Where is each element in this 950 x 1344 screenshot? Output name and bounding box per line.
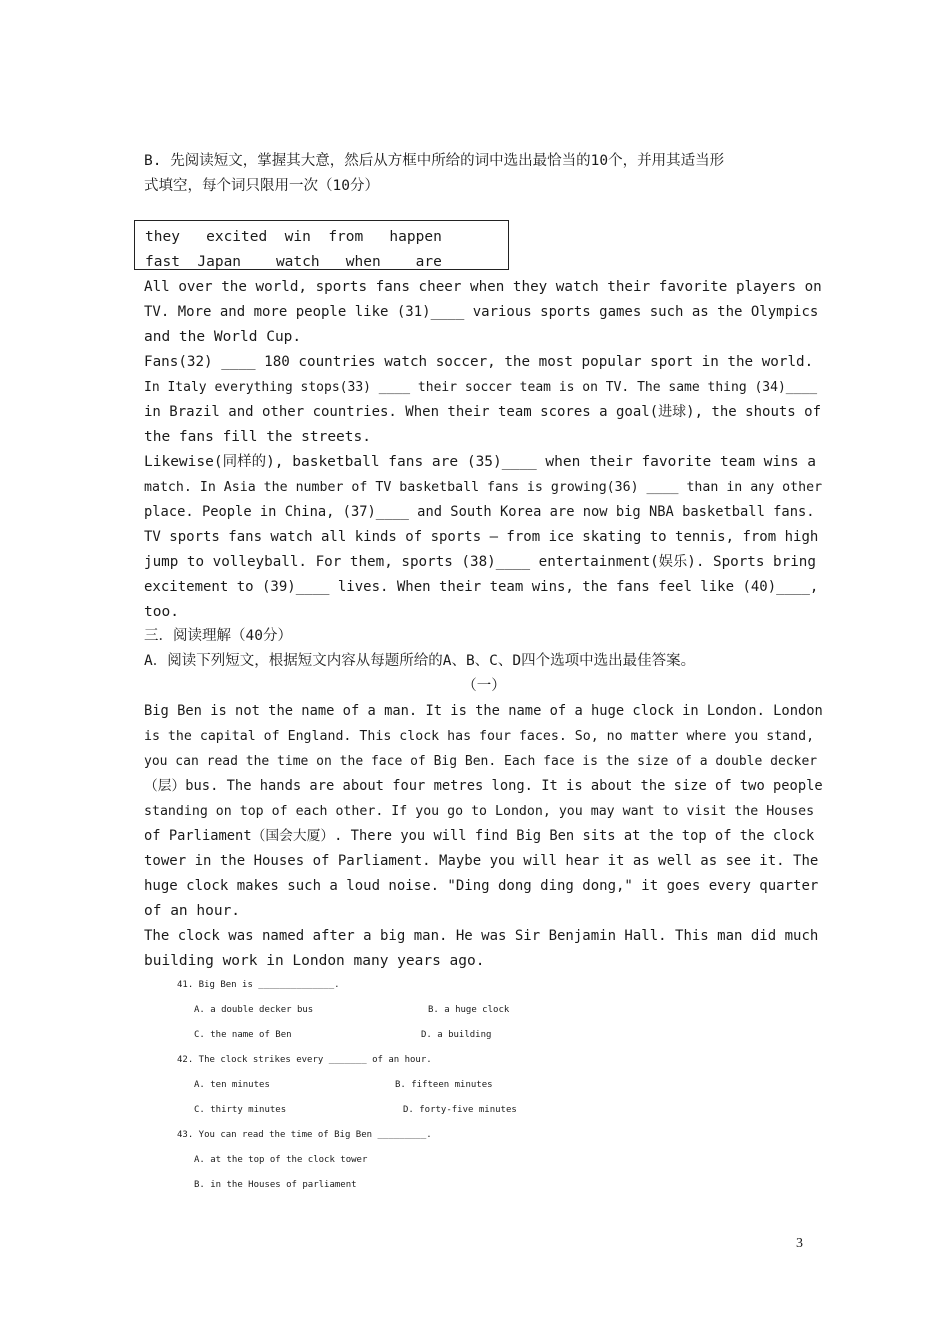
passage-line: tower in the Houses of Parliament. Maybe you will hear it as well as see it. The (144, 853, 819, 869)
passage-line: Big Ben is not the name of a man. It is the name of a huge clock in London. London (144, 703, 823, 719)
question-42-option-a: A. ten minutes (194, 1080, 270, 1090)
cloze-line: All over the world, sports fans cheer when they watch their favorite players on (144, 279, 822, 295)
cloze-line: In Italy everything stops(33) ____ their soccer team is on TV. The same thing (34)____ (144, 380, 818, 395)
passage-line: of an hour. (144, 903, 241, 919)
question-42-option-b: B. fifteen minutes (395, 1080, 493, 1090)
cloze-line: Fans(32) ____ 180 countries watch soccer, the most popular sport in the world. (144, 354, 814, 370)
word-box (134, 220, 509, 270)
question-41-option-d: D. a building (421, 1030, 492, 1040)
cloze-line: place. People in China, (37)____ and South Korea are now big NBA basketball fans. (144, 504, 815, 520)
passage-line: The clock was named after a big man. He was Sir Benjamin Hall. This man did much (144, 928, 819, 944)
section-b-instruction-line-1: B. 先阅读短文，掌握其大意，然后从方框中所给的词中选出最恰当的10个，并用其适当形 (144, 153, 725, 169)
question-42-option-c: C. thirty minutes (194, 1105, 287, 1115)
passage-line: standing on top of each other. If you go to London, you may want to visit the Houses (144, 804, 815, 819)
cloze-line: in Brazil and other countries. When their team scores a goal(进球), the shouts of (144, 404, 822, 420)
question-43-stem: 43. You can read the time of Big Ben _________. (177, 1130, 432, 1140)
cloze-line: excitement to (39)____ lives. When their team wins, the fans feel like (40)____, (144, 579, 819, 595)
question-41-option-c: C. the name of Ben (194, 1030, 292, 1040)
section-b-instruction-line-2: 式填空，每个词只限用一次（10分） (144, 178, 379, 194)
cloze-line: and the World Cup. (144, 329, 302, 345)
passage-number: （一） (462, 678, 506, 694)
word-box-row-1: they excited win from happen (145, 229, 442, 245)
passage-line: is the capital of England. This clock has four faces. So, no matter where you stand, (144, 729, 815, 744)
question-41-option-a: A. a double decker bus (194, 1005, 314, 1015)
section-a-instruction: A．阅读下列短文，根据短文内容从每题所给的A、B、C、D四个选项中选出最佳答案。 (144, 653, 696, 669)
cloze-line: TV sports fans watch all kinds of sports — from ice skating to tennis, from high (144, 529, 819, 545)
question-43-option-a: A. at the top of the clock tower (194, 1155, 368, 1165)
cloze-line: match. In Asia the number of TV basketball fans is growing(36) ____ than in any other (144, 480, 823, 495)
page-number: 3 (796, 1236, 803, 1251)
cloze-line: the fans fill the streets. (144, 429, 371, 445)
passage-line: of Parliament（国会大厦）. There you will find Big Ben sits at the top of the clock (144, 828, 815, 844)
cloze-line: jump to volleyball. For them, sports (38)____ entertainment(娱乐). Sports bring (144, 554, 816, 570)
cloze-line: Likewise(同样的), basketball fans are (35)____ when their favorite team wins a (144, 454, 817, 470)
question-42-stem: 42. The clock strikes every _______ of an hour. (177, 1055, 432, 1065)
cloze-line: too. (144, 604, 179, 620)
passage-line: huge clock makes such a loud noise. "Ding dong ding dong," it goes every quarter (144, 878, 819, 894)
question-42-option-d: D. forty-five minutes (403, 1105, 517, 1115)
passage-line: （层）bus. The hands are about four metres long. It is about the size of two people (144, 778, 823, 794)
cloze-line: TV. More and more people like (31)____ various sports games such as the Olympics (144, 304, 819, 320)
question-41-stem: 41. Big Ben is ______________. (177, 980, 340, 990)
question-41-option-b: B. a huge clock (428, 1005, 510, 1015)
section-3-title: 三．阅读理解（40分） (144, 628, 292, 644)
question-43-option-b: B. in the Houses of parliament (194, 1180, 357, 1190)
passage-line: you can read the time on the face of Big Ben. Each face is the size of a double decker (144, 754, 818, 769)
passage-line: building work in London many years ago. (144, 953, 485, 969)
word-box-row-2: fast Japan watch when are (145, 254, 442, 270)
